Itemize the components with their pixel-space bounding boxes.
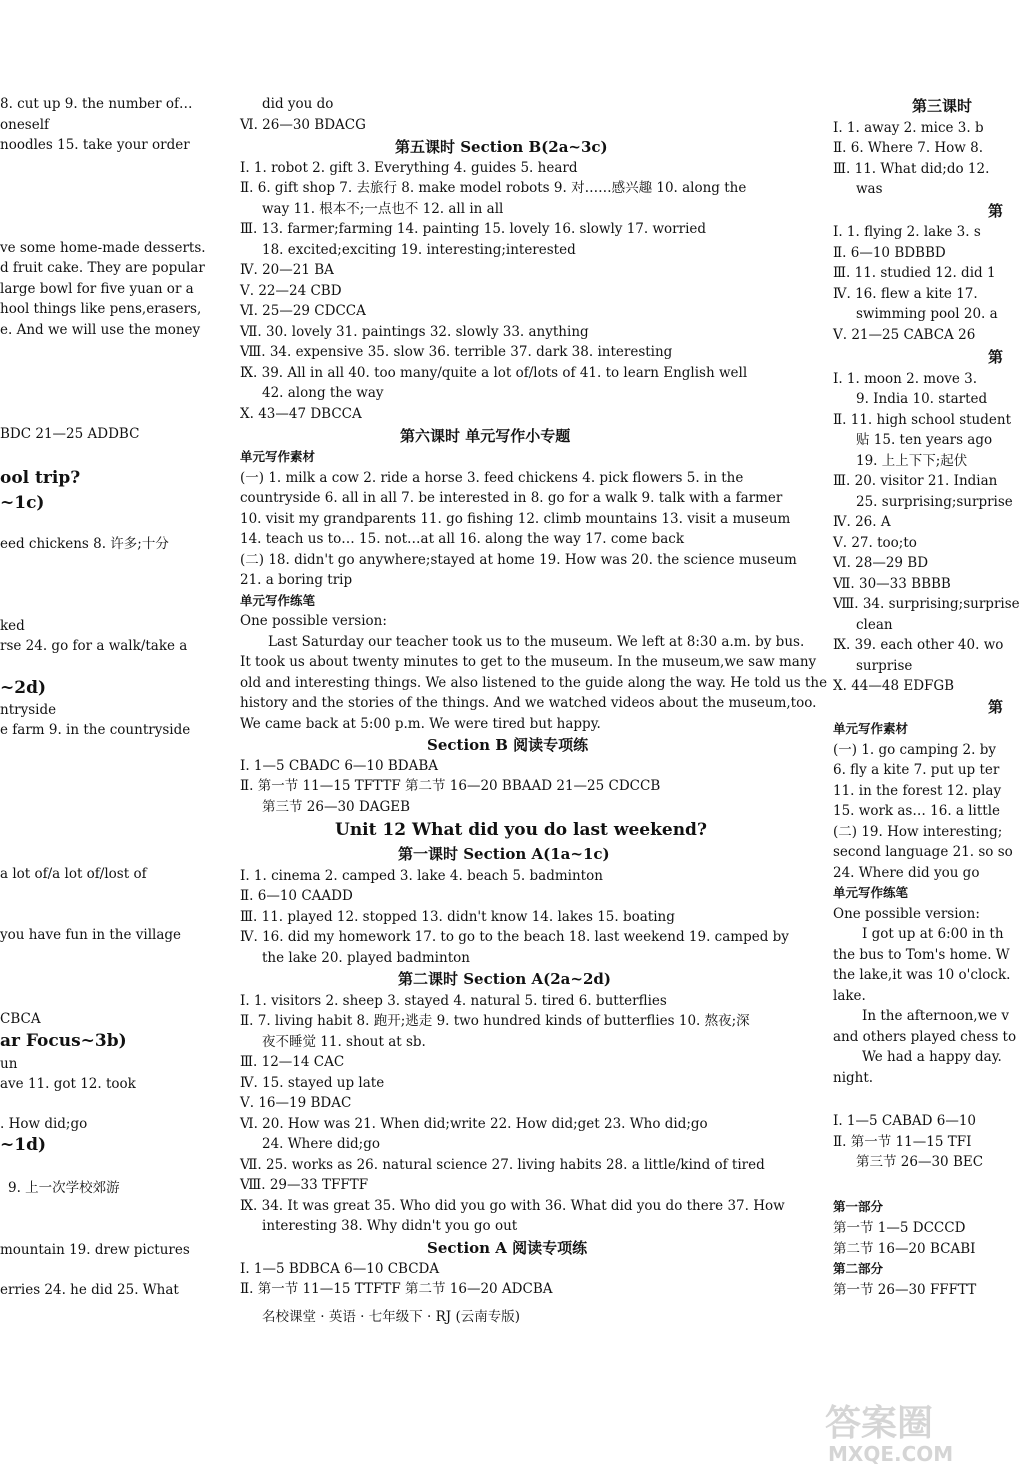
section-heading: ar Focus~3b) — [0, 1031, 127, 1051]
text-line: large bowl for five yuan or a — [0, 281, 194, 297]
text-line: Ⅱ. 第一节 11—15 TTFTF 第二节 16—20 ADCBA — [240, 1281, 553, 1297]
watermark-subtext: MXQE.COM — [828, 1442, 954, 1466]
text-line: e. And we will use the money — [0, 322, 201, 338]
text-line: Ⅰ. 1. away 2. mice 3. b — [833, 120, 984, 136]
subheading: 单元写作练笔 — [240, 593, 316, 608]
text-line: hool things like pens,erasers, — [0, 301, 202, 317]
text-line: d fruit cake. They are popular — [0, 260, 205, 276]
text-line: Ⅴ. 22—24 CBD — [240, 283, 342, 299]
text-line: Ⅱ. 6—10 CAADD — [240, 888, 353, 904]
text-line: un — [0, 1056, 18, 1072]
text-line: was — [856, 181, 883, 197]
text-line: 19. 上上下下;起伏 — [856, 453, 968, 469]
section-heading: ~1d) — [0, 1135, 47, 1155]
section-heading: 第五课时 Section B(2a~3c) — [395, 138, 608, 156]
section-heading: 第一课时 Section A(1a~1c) — [398, 845, 610, 863]
section-heading: Section B 阅读专项练 — [427, 736, 589, 754]
unit-title: Unit 12 What did you do last weekend? — [335, 820, 707, 840]
text-line: 11. in the forest 12. play — [833, 783, 1002, 799]
text-line: 9. India 10. started — [856, 391, 988, 407]
text-line: way 11. 根本不;一点也不 12. all in all — [262, 201, 504, 217]
text-line: rse 24. go for a walk/take a — [0, 638, 188, 654]
section-heading: 第 — [988, 348, 1004, 366]
text-line: Ⅲ. 11. played 12. stopped 13. didn't know 14. lakes 15. boating — [240, 909, 675, 925]
watermark-text: 答案圈 — [825, 1403, 934, 1444]
text-line: 第三节 26—30 BEC — [856, 1154, 984, 1170]
text-line: Ⅱ. 第一节 11—15 TFTTF 第二节 16—20 BBAAD 21—25 CDCCB — [240, 778, 661, 794]
text-line: Ⅳ. 15. stayed up late — [240, 1075, 385, 1091]
text-line: Ⅶ. 30. lovely 31. paintings 32. slowly 33. anything — [240, 324, 589, 340]
text-line: 第一节 1—5 DCCCD — [833, 1220, 966, 1236]
text-line: 21. a boring trip — [240, 572, 353, 588]
text-line: Ⅲ. 12—14 CAC — [240, 1054, 345, 1070]
text-line: 14. teach us to… 15. not…at all 16. along the way 17. come back — [240, 531, 685, 547]
text-line: (二) 19. How interesting; — [833, 824, 1003, 840]
text-line: (一) 1. go camping 2. by — [833, 742, 996, 758]
text-line: Ⅶ. 30—33 BBBB — [833, 576, 951, 592]
text-line: One possible version: — [240, 613, 387, 629]
text-line: Ⅷ. 34. expensive 35. slow 36. terrible 37. dark 38. interesting — [240, 344, 673, 360]
text-line: Ⅷ. 34. surprising;surprise — [833, 596, 1020, 612]
text-line: In the afternoon,we v — [862, 1008, 1010, 1024]
section-heading: ~2d) — [0, 678, 47, 698]
text-line: Ⅲ. 11. What did;do 12. — [833, 161, 990, 177]
text-line: Ⅳ. 20—21 BA — [240, 262, 334, 278]
text-line: I got up at 6:00 in th — [862, 926, 1004, 942]
text-line: Ⅱ. 6. Where 7. How 8. — [833, 140, 984, 156]
text-line: Ⅴ. 21—25 CABCA 26 — [833, 327, 976, 343]
section-heading: 第 — [988, 202, 1004, 220]
text-line: BDC 21—25 ADDBC — [0, 426, 140, 442]
text-line: 24. Where did;go — [262, 1136, 380, 1152]
text-line: Ⅳ. 16. flew a kite 17. — [833, 286, 978, 302]
text-line: did you do — [262, 96, 334, 112]
text-line: ked — [0, 618, 25, 634]
text-line: Ⅲ. 13. farmer;farming 14. painting 15. lovely 16. slowly 17. worried — [240, 221, 707, 237]
text-line: We came back at 5:00 p.m. We were tired but happy. — [240, 716, 601, 732]
text-line: Ⅵ. 20. How was 21. When did;write 22. How did;get 23. Who did;go — [240, 1116, 708, 1132]
text-line: Ⅸ. 39. each other 40. wo — [833, 637, 1004, 653]
text-line: Ⅰ. 1. cinema 2. camped 3. lake 4. beach 5. badminton — [240, 868, 603, 884]
text-line: old and interesting things. We also listened to the guide along the way. He told us the — [240, 675, 828, 691]
text-line: 15. work as… 16. a little — [833, 803, 1001, 819]
text-line: Ⅲ. 20. visitor 21. Indian — [833, 473, 998, 489]
text-line: . How did;go — [0, 1116, 88, 1132]
section-heading: 第六课时 单元写作小专题 — [400, 427, 571, 445]
text-line: countryside 6. all in all 7. be interested in 8. go for a walk 9. talk with a farmer — [240, 490, 783, 506]
text-line: lake. — [833, 988, 866, 1004]
text-line: ntryside — [0, 702, 57, 718]
text-line: Ⅰ. 1. robot 2. gift 3. Everything 4. guides 5. heard — [240, 160, 578, 176]
text-line: Ⅰ. 1—5 BDBCA 6—10 CBCDA — [240, 1261, 440, 1277]
text-line: Ⅵ. 25—29 CDCCA — [240, 303, 366, 319]
text-line: 夜不睡觉 11. shout at sb. — [262, 1034, 426, 1050]
text-line: ve some home-made desserts. — [0, 240, 206, 256]
text-line: We had a happy day. — [862, 1049, 1002, 1065]
text-line: Ⅴ. 27. too;to — [833, 535, 917, 551]
subheading: 单元写作素材 — [240, 449, 316, 464]
section-heading: 第 — [988, 698, 1004, 716]
text-line: Ⅰ. 1—5 CABAD 6—10 — [833, 1113, 977, 1129]
text-line: clean — [856, 617, 893, 633]
text-line: mountain 19. drew pictures — [0, 1242, 190, 1258]
text-line: 第一节 26—30 FFFTT — [833, 1282, 977, 1298]
text-line: night. — [833, 1070, 874, 1086]
text-line: ave 11. got 12. took — [0, 1076, 136, 1092]
text-line: Ⅰ. 1. flying 2. lake 3. s — [833, 224, 981, 240]
text-line: 42. along the way — [262, 385, 384, 401]
text-line: 9. 上一次学校郊游 — [8, 1180, 120, 1196]
text-line: Ⅵ. 28—29 BD — [833, 555, 929, 571]
text-line: second language 21. so so — [833, 844, 1013, 860]
text-line: (一) 1. milk a cow 2. ride a horse 3. feed chickens 4. pick flowers 5. in the — [240, 470, 744, 486]
text-line: eed chickens 8. 许多;十分 — [0, 536, 169, 552]
section-heading: 第二课时 Section A(2a~2d) — [398, 970, 611, 988]
text-line: interesting 38. Why didn't you go out — [262, 1218, 518, 1234]
text-line: Ⅲ. 11. studied 12. did 1 — [833, 265, 996, 281]
text-line: Ⅱ. 11. high school student — [833, 412, 1012, 428]
text-line: and others played chess to — [833, 1029, 1017, 1045]
text-line: Ⅰ. 1. moon 2. move 3. — [833, 371, 978, 387]
section-heading: 第三课时 — [912, 97, 973, 115]
text-line: 6. fly a kite 7. put up ter — [833, 762, 1000, 778]
text-line: e farm 9. in the countryside — [0, 722, 191, 738]
text-line: the bus to Tom's home. W — [833, 947, 1010, 963]
text-line: oneself — [0, 117, 50, 133]
text-line: the lake,it was 10 o'clock. — [833, 967, 1011, 983]
text-line: Ⅸ. 39. All in all 40. too many/quite a lot of/lots of 41. to learn English well — [240, 365, 748, 381]
text-line: Ⅳ. 26. A — [833, 514, 891, 530]
text-line: Ⅵ. 26—30 BDACG — [240, 117, 366, 133]
subheading: 单元写作练笔 — [833, 885, 909, 900]
text-line: Last Saturday our teacher took us to the museum. We left at 8:30 a.m. by bus. — [268, 634, 805, 650]
text-line: Ⅰ. 1. visitors 2. sheep 3. stayed 4. natural 5. tired 6. butterflies — [240, 993, 667, 1009]
text-line: 第三节 26—30 DAGEB — [262, 799, 411, 815]
text-line: Ⅸ. 34. It was great 35. Who did you go with 36. What did you do there 37. How — [240, 1198, 785, 1214]
text-line: Ⅱ. 第一节 11—15 TFI — [833, 1134, 972, 1150]
text-line: Ⅴ. 16—19 BDAC — [240, 1095, 352, 1111]
text-line: Ⅱ. 6. gift shop 7. 去旅行 8. make model robots 9. 对……感兴趣 10. along the — [240, 180, 747, 196]
text-line: Ⅹ. 43—47 DBCCA — [240, 406, 362, 422]
text-line: 10. visit my grandparents 11. go fishing 12. climb mountains 13. visit a museum — [240, 511, 791, 527]
subheading: 单元写作素材 — [833, 721, 909, 736]
text-line: history and the stories of the things. And we watched videos about the museum,too. — [240, 695, 817, 711]
text-line: erries 24. he did 25. What — [0, 1282, 179, 1298]
section-heading: Section A 阅读专项练 — [427, 1239, 588, 1257]
text-line: the lake 20. played badminton — [262, 950, 470, 966]
subheading: 第一部分 — [833, 1199, 884, 1214]
text-line: It took us about twenty minutes to get to the museum. In the museum,we saw many — [240, 654, 817, 670]
text-line: Ⅶ. 25. works as 26. natural science 27. living habits 28. a little/kind of tired — [240, 1157, 765, 1173]
text-line: One possible version: — [833, 906, 980, 922]
text-line: Ⅱ. 6—10 BDBBD — [833, 245, 946, 261]
text-line: a lot of/a lot of/lost of — [0, 866, 147, 882]
text-line: swimming pool 20. a — [856, 306, 998, 322]
text-line: 24. Where did you go — [833, 865, 980, 881]
text-line: surprise — [856, 658, 913, 674]
text-line: CBCA — [0, 1011, 41, 1027]
subheading: 第二部分 — [833, 1261, 884, 1276]
text-line: you have fun in the village — [0, 927, 182, 943]
text-line: noodles 15. take your order — [0, 137, 190, 153]
text-line: Ⅹ. 44—48 EDFGB — [833, 678, 955, 694]
text-line: Ⅷ. 29—33 TFFTF — [240, 1177, 369, 1193]
text-line: (二) 18. didn't go anywhere;stayed at home 19. How was 20. the science museum — [240, 552, 797, 568]
text-line: 8. cut up 9. the number of… — [0, 96, 193, 112]
section-heading: ool trip? — [0, 468, 81, 488]
text-line: 25. surprising;surprise — [856, 494, 1013, 510]
text-line: Ⅱ. 7. living habit 8. 跑开;逃走 9. two hundred kinds of butterflies 10. 熬夜;深 — [240, 1013, 750, 1029]
text-line: 18. excited;exciting 19. interesting;interested — [262, 242, 576, 258]
section-heading: ~1c) — [0, 493, 45, 513]
text-line: 第二节 16—20 BCABI — [833, 1241, 976, 1257]
text-line: Ⅳ. 16. did my homework 17. to go to the beach 18. last weekend 19. camped by — [240, 929, 789, 945]
watermark-logo — [820, 1395, 995, 1465]
page-footer: 名校课堂 · 英语 · 七年级下 · RJ (云南专版) — [262, 1309, 521, 1325]
text-line: 贴 15. ten years ago — [856, 432, 993, 448]
text-line: Ⅰ. 1—5 CBADC 6—10 BDABA — [240, 758, 439, 774]
